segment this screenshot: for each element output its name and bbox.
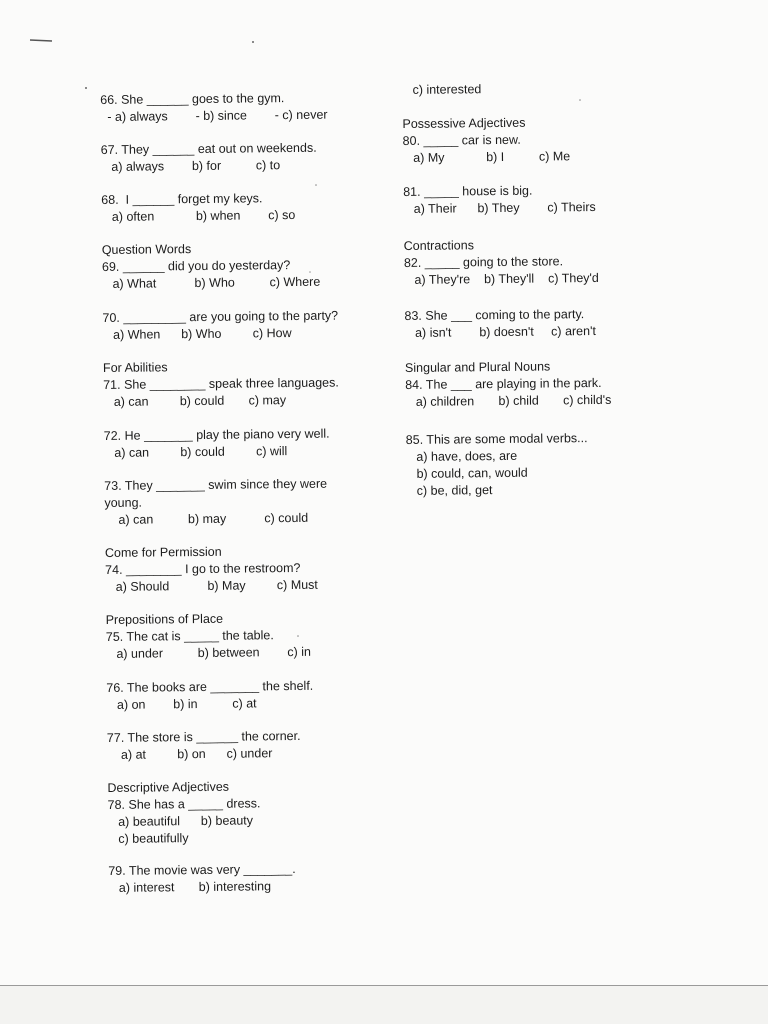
answer-options: c) interested bbox=[402, 82, 482, 97]
question-75 bbox=[106, 610, 311, 663]
answer-options: a) When b) Who c) How bbox=[102, 326, 292, 342]
answer-options: a) can b) may c) could bbox=[104, 510, 309, 527]
question-text: 84. The ___ are playing in the park. bbox=[405, 375, 602, 392]
question-text: 66. She ______ goes to the gym. bbox=[100, 91, 285, 107]
question-text: 79. The movie was very _______. bbox=[108, 861, 296, 878]
question-72 bbox=[104, 426, 330, 462]
question-text: 80. _____ car is new. bbox=[402, 132, 521, 148]
question-79-continued bbox=[402, 81, 481, 99]
answer-options: a) isn't b) doesn't c) aren't bbox=[404, 323, 596, 340]
question-text: 74. ________ I go to the restroom? bbox=[105, 560, 301, 577]
question-text: 67. They ______ eat out on weekends. bbox=[100, 140, 317, 157]
question-text: 71. She ________ speak three languages. bbox=[103, 375, 339, 392]
question-67 bbox=[101, 140, 317, 176]
question-text: 77. The store is ______ the corner. bbox=[106, 728, 301, 745]
question-text: 83. She ___ coming to the party. bbox=[404, 307, 585, 323]
question-text: 81. _____ house is big. bbox=[403, 183, 533, 199]
answer-options: a) children b) child c) child's bbox=[405, 392, 612, 409]
answer-options: a) have, does, are bbox=[405, 448, 518, 464]
answer-options: a) beautiful b) beauty bbox=[107, 813, 254, 829]
section-heading: Question Words bbox=[101, 242, 192, 257]
question-80 bbox=[402, 114, 570, 167]
answer-options: a) Should b) May c) Must bbox=[105, 577, 318, 594]
question-text: 72. He _______ play the piano very well. bbox=[103, 426, 330, 443]
question-76 bbox=[106, 678, 313, 714]
section-heading: Contractions bbox=[403, 238, 474, 253]
answer-options: a) on b) in c) at bbox=[106, 696, 257, 712]
question-text: 82. _____ going to the store. bbox=[403, 254, 564, 270]
question-text: 68. I ______ forget my keys. bbox=[101, 191, 263, 207]
question-74 bbox=[105, 543, 318, 596]
question-text: 75. The cat is _____ the table. bbox=[105, 628, 274, 644]
question-text: 73. They _______ swim since they were young. bbox=[104, 476, 328, 510]
answer-options: a) can b) could c) will bbox=[103, 444, 288, 460]
question-text: 85. This are some modal verbs... bbox=[405, 431, 588, 447]
question-79 bbox=[108, 861, 296, 897]
question-70 bbox=[102, 308, 338, 344]
question-text: 78. She has a _____ dress. bbox=[107, 796, 261, 812]
question-78 bbox=[107, 778, 261, 848]
question-69 bbox=[102, 240, 321, 293]
question-text: 69. ______ did you do yesterday? bbox=[101, 258, 291, 274]
answer-options: a) often b) when c) so bbox=[101, 207, 296, 224]
answer-options: a) What b) Who c) Where bbox=[102, 274, 321, 291]
answer-options: c) be, did, get bbox=[406, 483, 493, 498]
question-text: 70. _________ are you going to the party? bbox=[102, 308, 339, 325]
question-82 bbox=[404, 236, 599, 289]
question-83 bbox=[404, 306, 596, 342]
section-heading: For Abilities bbox=[102, 360, 168, 375]
question-68 bbox=[101, 190, 295, 226]
section-heading: Come for Permission bbox=[104, 544, 222, 560]
question-84 bbox=[405, 358, 611, 411]
question-77 bbox=[107, 728, 301, 764]
answer-options: c) beautifully bbox=[107, 831, 189, 846]
question-71 bbox=[103, 358, 339, 411]
answer-options: - a) always - b) since - c) never bbox=[100, 107, 328, 124]
answer-options: a) under b) between c) in bbox=[105, 644, 312, 661]
answer-options: a) can b) could c) may bbox=[103, 393, 287, 409]
section-heading: Possessive Adjectives bbox=[402, 115, 526, 131]
question-text: 76. The books are _______ the shelf. bbox=[106, 678, 314, 695]
answer-options: a) at b) on c) under bbox=[106, 746, 273, 762]
section-heading: Singular and Plural Nouns bbox=[404, 359, 551, 375]
question-66 bbox=[100, 90, 327, 126]
answer-options: b) could, can, would bbox=[406, 465, 528, 481]
section-heading: Prepositions of Place bbox=[105, 611, 224, 627]
answer-options: a) always b) for c) to bbox=[100, 158, 281, 174]
answer-options: a) My b) I c) Me bbox=[402, 149, 571, 165]
answer-options: a) interest b) interesting bbox=[108, 879, 272, 895]
question-81 bbox=[403, 182, 596, 218]
section-heading: Descriptive Adjectives bbox=[107, 779, 230, 795]
answer-options: a) Their b) They c) Theirs bbox=[403, 199, 596, 216]
question-73 bbox=[104, 476, 327, 529]
question-85 bbox=[406, 430, 588, 500]
answer-options: a) They're b) They'll c) They'd bbox=[404, 270, 599, 287]
